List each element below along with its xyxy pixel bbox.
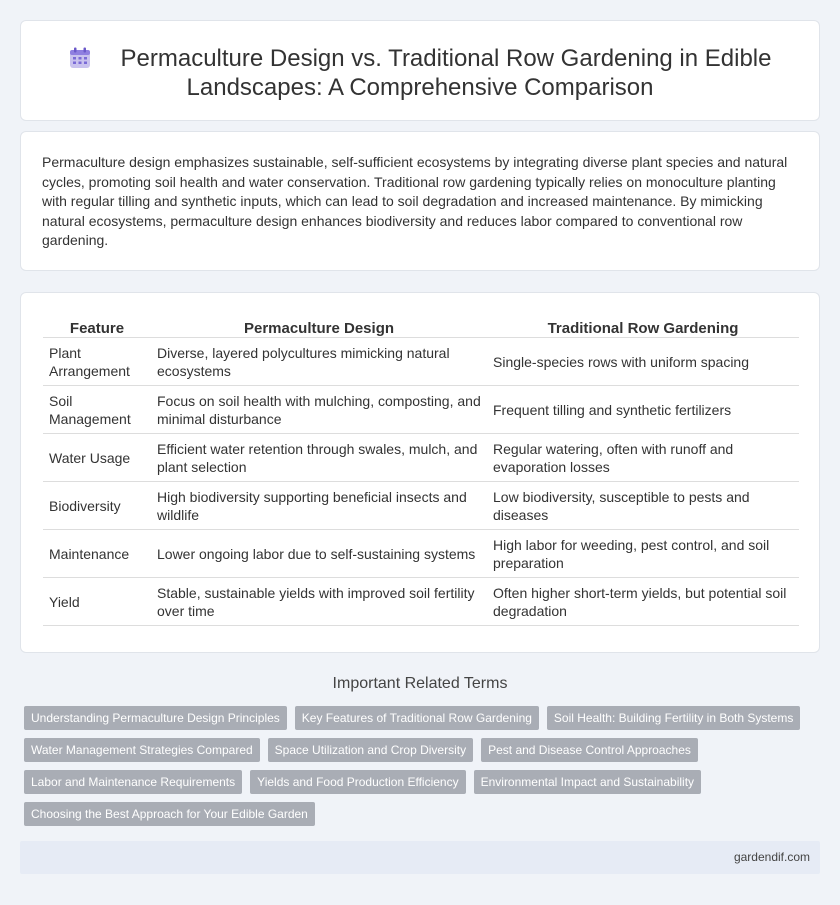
table-cell-row-gardening: Single-species rows with uniform spacing	[487, 338, 799, 386]
table-cell-feature: Biodiversity	[43, 482, 151, 530]
table-cell-feature: Maintenance	[43, 530, 151, 578]
table-cell-permaculture: Lower ongoing labor due to self-sustaining systems	[151, 530, 487, 578]
related-term-tag[interactable]: Understanding Permaculture Design Principles	[24, 706, 287, 730]
comparison-table	[43, 315, 799, 626]
table-row	[43, 578, 799, 626]
related-term-tag[interactable]: Labor and Maintenance Requirements	[24, 770, 242, 794]
table-cell-permaculture: Diverse, layered polycultures mimicking natural ecosystems	[151, 338, 487, 386]
table-row	[43, 434, 799, 482]
footer	[20, 841, 820, 874]
table-row	[43, 530, 799, 578]
related-term-tag[interactable]: Space Utilization and Crop Diversity	[268, 738, 473, 762]
column-header-row-gardening: Traditional Row Gardening	[487, 315, 799, 338]
column-header-permaculture: Permaculture Design	[151, 315, 487, 338]
table-cell-feature: Soil Management	[43, 386, 151, 434]
table-cell-permaculture: High biodiversity supporting beneficial insects and wildlife	[151, 482, 487, 530]
table-cell-row-gardening: Frequent tilling and synthetic fertilizers	[487, 386, 799, 434]
table-cell-permaculture: Efficient water retention through swales, mulch, and plant selection	[151, 434, 487, 482]
related-term-tag[interactable]: Environmental Impact and Sustainability	[474, 770, 701, 794]
related-terms-heading: Important Related Terms	[332, 675, 508, 692]
related-term-tag[interactable]: Choosing the Best Approach for Your Edible Garden	[24, 802, 315, 826]
table-cell-feature: Yield	[43, 578, 151, 626]
table-cell-feature: Water Usage	[43, 434, 151, 482]
table-row	[43, 338, 799, 386]
related-term-tag[interactable]: Soil Health: Building Fertility in Both Systems	[547, 706, 800, 730]
page-title-text: Permaculture Design vs. Traditional Row Gardening in Edible Landscapes: A Comprehensive Comparison	[120, 45, 772, 101]
page-title	[21, 44, 819, 102]
table-cell-row-gardening: Often higher short-term yields, but potential soil degradation	[487, 578, 799, 626]
intro-card	[20, 131, 820, 271]
column-header-feature: Feature	[43, 315, 151, 338]
header-card	[20, 20, 820, 121]
table-header-row	[43, 315, 799, 338]
table-cell-row-gardening: Regular watering, often with runoff and evaporation losses	[487, 434, 799, 482]
table-cell-permaculture: Stable, sustainable yields with improved soil fertility over time	[151, 578, 487, 626]
related-term-tag[interactable]: Water Management Strategies Compared	[24, 738, 260, 762]
related-term-tag[interactable]: Pest and Disease Control Approaches	[481, 738, 698, 762]
related-terms-list	[24, 706, 814, 826]
table-cell-feature: Plant Arrangement	[43, 338, 151, 386]
related-term-tag[interactable]: Yields and Food Production Efficiency	[250, 770, 465, 794]
intro-paragraph: Permaculture design emphasizes sustainable, self-sufficient ecosystems by integrating diverse plant species and natural cycles, promoting soil health and water conservation. Traditional row gardening typically relies on monoculture planting with regular tilling and synthetic inputs, which can lead to soil degradation and increased maintenance. By mimicking natural ecosystems, permaculture design enhances biodiversity and reduces labor compared to conventional row gardening.	[42, 154, 788, 248]
table-cell-row-gardening: Low biodiversity, susceptible to pests and diseases	[487, 482, 799, 530]
site-link[interactable]: gardendif.com	[733, 850, 810, 864]
table-row	[43, 482, 799, 530]
table-row	[43, 386, 799, 434]
comparison-card	[20, 292, 820, 653]
table-cell-permaculture: Focus on soil health with mulching, composting, and minimal disturbance	[151, 386, 487, 434]
related-term-tag[interactable]: Key Features of Traditional Row Gardening	[295, 706, 539, 730]
calendar-icon	[69, 47, 91, 69]
table-cell-row-gardening: High labor for weeding, pest control, and soil preparation	[487, 530, 799, 578]
